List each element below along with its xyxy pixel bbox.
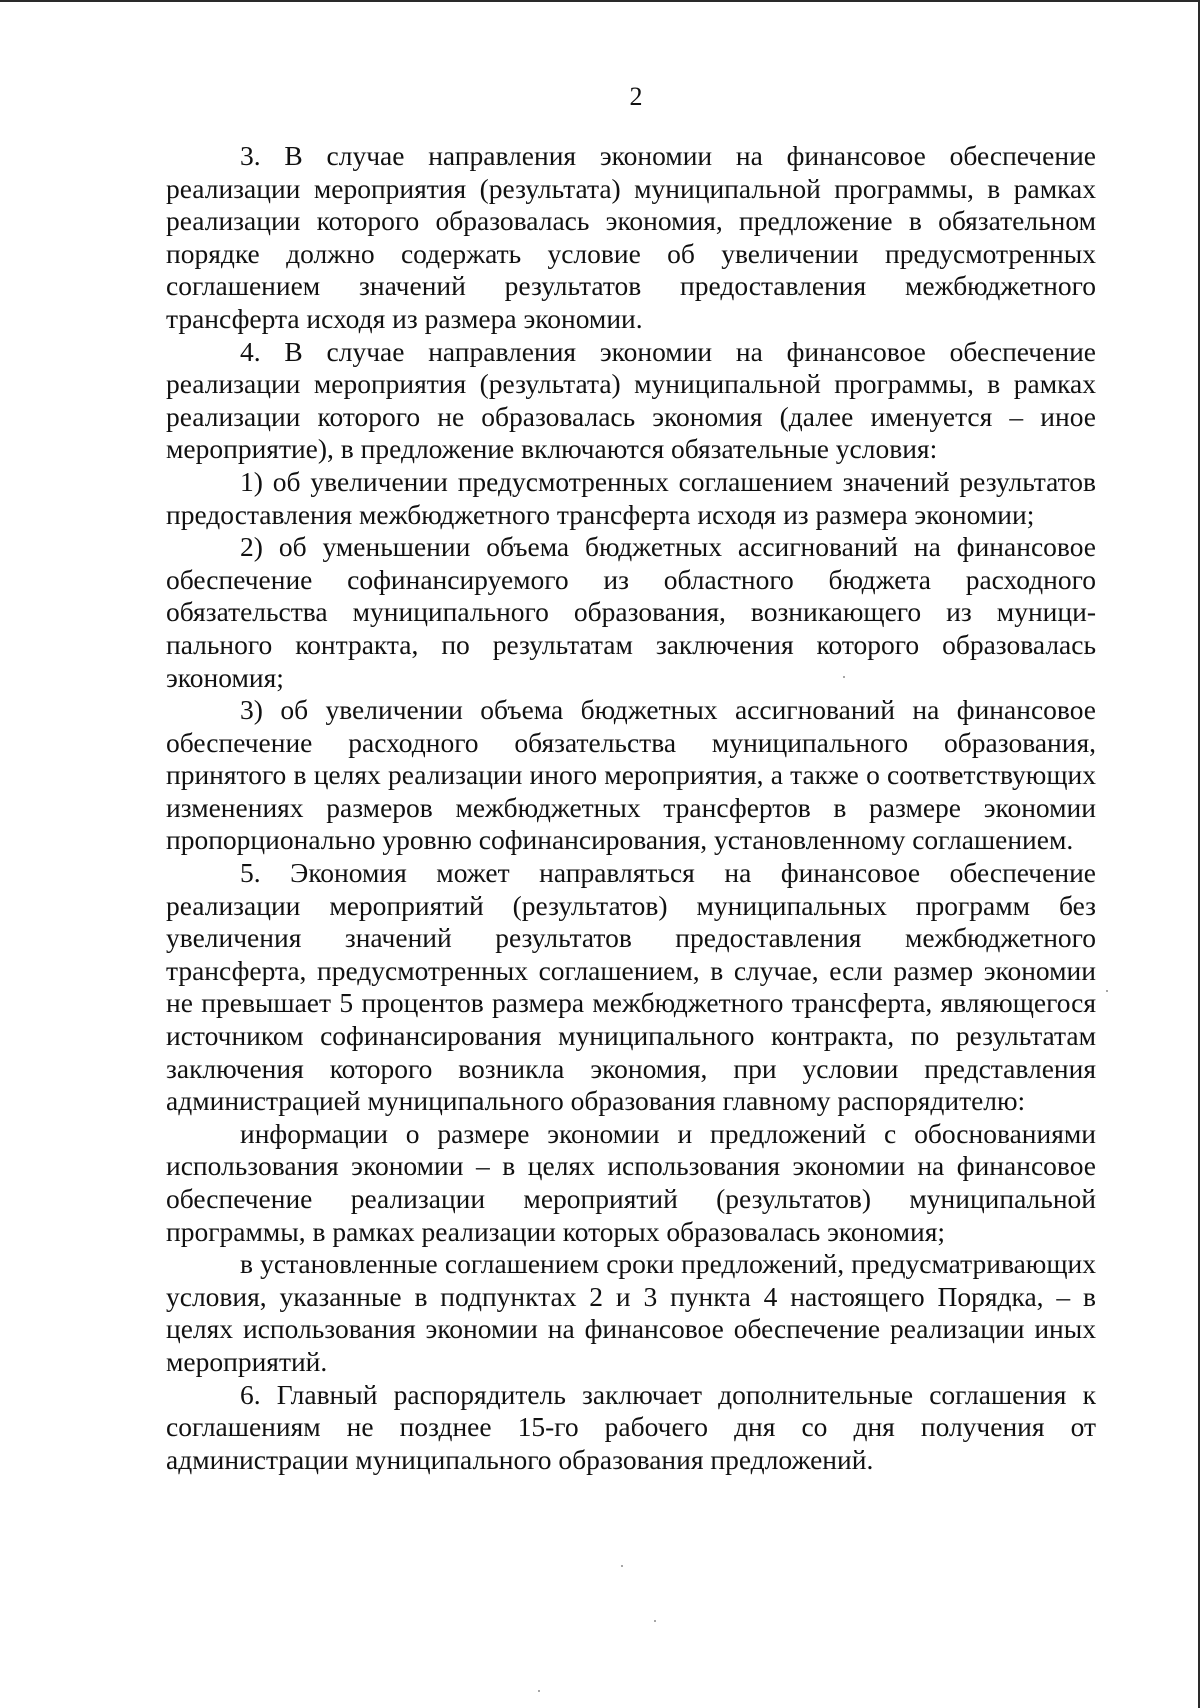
scan-speck [843,676,845,678]
paragraph-4-item-2: 2) об уменьшении объема бюджетных ассигнований на финансовое обеспечение софинансируемого из областного бюджета расходного обязательства муниципального образования, возникающего из муниципального контракта, по результатам заключения которого образовалась экономия; [166,531,1096,693]
scan-speck [621,1565,623,1567]
scan-speck [538,1690,540,1692]
paragraph-4: 4. В случае направления экономии на финансовое обеспечение реализации мероприятия (результата) муниципальной программы, в рамках реализации которого не образовалась экономия (далее именуется – иное мероприятие), в предложение включаются обязательные условия: [166,335,1096,465]
paragraph-5: 5. Экономия может направляться на финансовое обеспечение реализации мероприятий (результатов) муниципальных программ без увеличения значений результатов предоставления межбюджетного трансферта, предусмотренных соглашением, в случае, если размер экономии не превышает 5 процентов размера межбюджетного трансферта, являющегося источником софинансирования муниципального контракта, по результатам заключения которого возникла экономия, при условии представления администрацией муниципального образования главному распорядителю: [166,857,1096,1117]
paragraph-4-item-3: 3) об увеличении объема бюджетных ассигнований на финансовое обеспечение расходного обязательства муниципального образования, принятого в целях реализации иного мероприятия, а также о соответствующих изменениях размеров межбюджетных трансфертов в размере экономии пропорционально уровню софинансирования, установленному соглашением. [166,694,1096,856]
scan-edge-top [0,0,1200,2]
paragraph-5-item-b: в установленные соглашением сроки предложений, предусматривающих условия, указанные в подпунктах 2 и 3 пункта 4 настоящего Порядка, – в целях использования экономии на финансовое обеспечение реализации иных мероприятий. [166,1248,1096,1377]
document-body [166,140,1096,1476]
paragraph-4-item-1: 1) об увеличении предусмотренных соглашением значений результатов предоставления межбюджетного трансферта исходя из размера экономии; [166,465,1096,530]
scan-speck [654,1620,656,1622]
scan-speck [1106,990,1108,992]
paragraph-6: 6. Главный распорядитель заключает дополнительные соглашения к соглашениям не позднее 15-го рабочего дня со дня получения от администрации муниципального образования предложений. [166,1378,1096,1475]
paragraph-3: 3. В случае направления экономии на финансовое обеспечение реализации мероприятия (результата) муниципальной программы, в рамках реализации которого образовалась экономия, предложение в обязательном порядке должно содержать условие об увеличении предусмотренных соглашением значений результатов предоставления межбюджетного трансферта исходя из размера экономии. [166,140,1096,334]
page-number: 2 [629,82,643,111]
paragraph-5-item-a: информации о размере экономии и предложений с обоснованиями использования экономии – в целях использования экономии на финансовое обеспечение реализации мероприятий (результатов) муниципальной программы, в рамках реализации которых образовалась экономия; [166,1117,1096,1247]
